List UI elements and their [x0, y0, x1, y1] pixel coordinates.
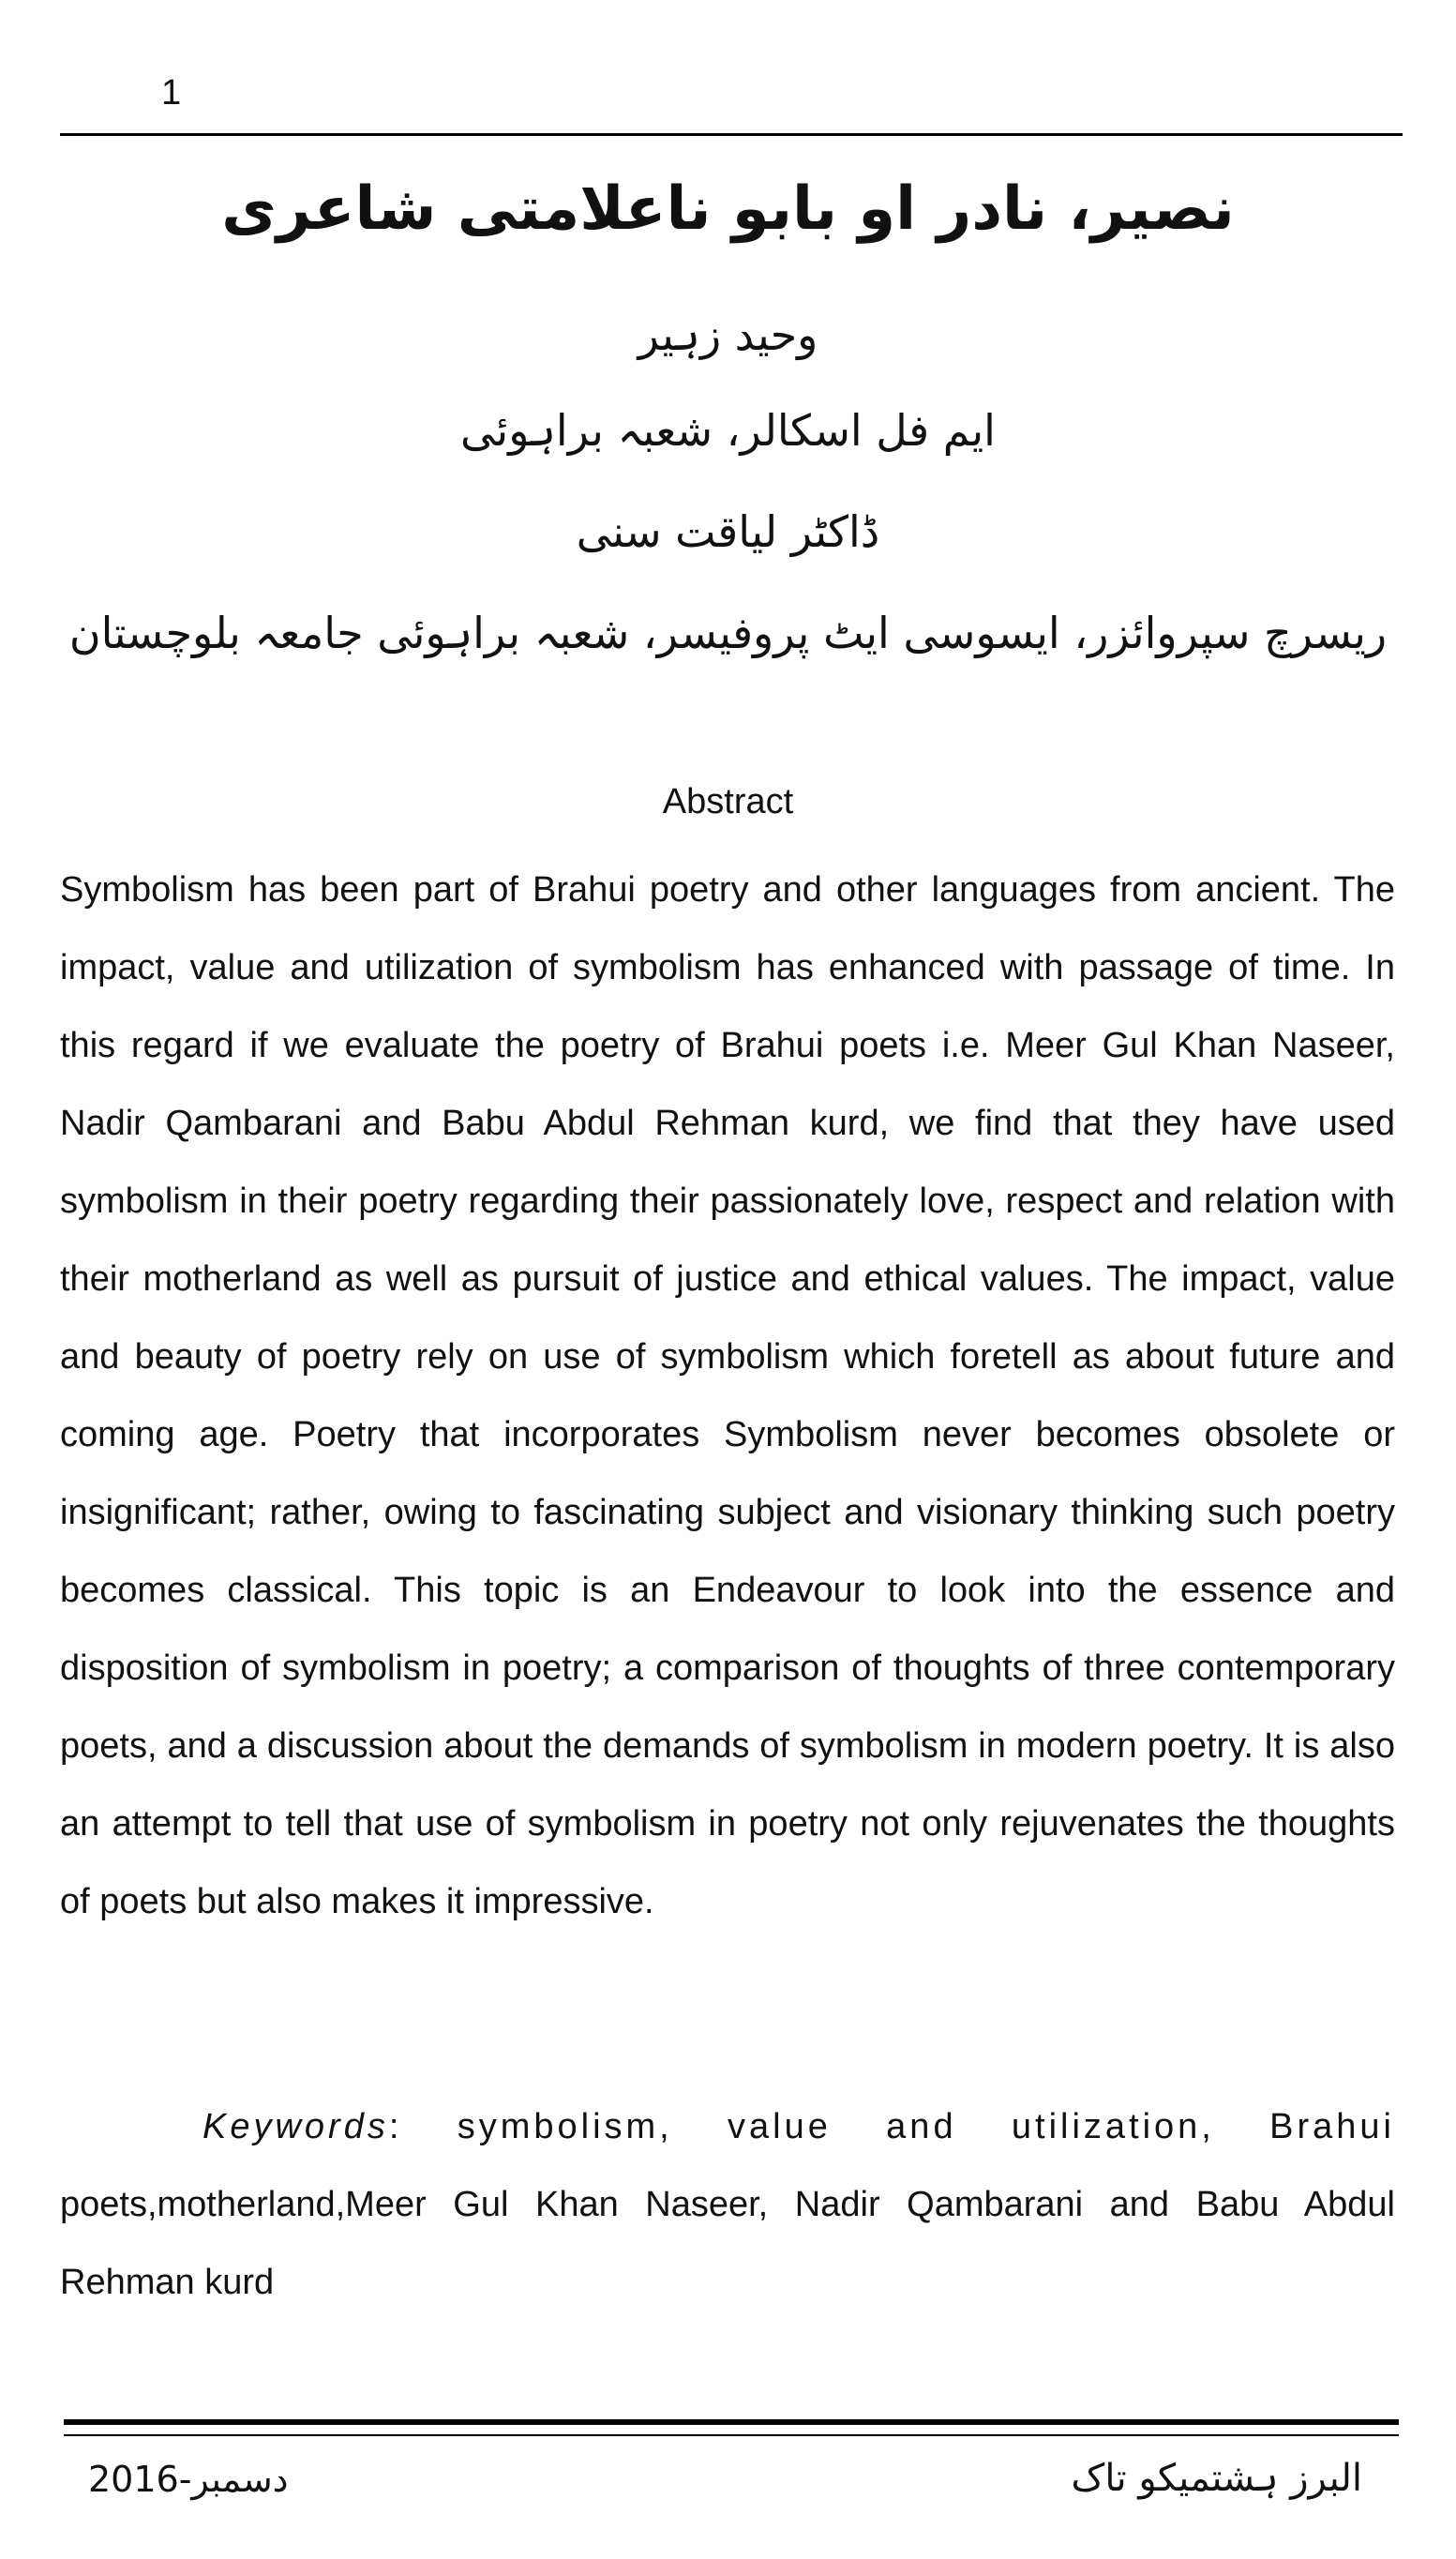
- keywords-first-part: symbolism, value and utilization, Brahui: [402, 2107, 1395, 2146]
- article-title: نصیر، نادر او بابو ناعلامتی شاعری: [221, 174, 1235, 244]
- keywords-rest: poets,motherland,Meer Gul Khan Naseer, Nadir Qambarani and Babu Abdul Rehman kurd: [60, 2185, 1395, 2302]
- author-role-1: ایم فل اسکالر، شعبہ براہوئی: [460, 405, 996, 456]
- author-name-1: وحید زہیر: [638, 309, 818, 360]
- author-name-2: ڈاکٹر لیاقت سنی: [576, 506, 880, 557]
- footer-rule-thick: [64, 2419, 1399, 2425]
- page-number: 1: [161, 73, 182, 113]
- keywords-separator: :: [388, 2107, 403, 2146]
- keywords-label: Keywords: [203, 2107, 389, 2146]
- footer-rule-thin: [64, 2434, 1399, 2436]
- author-role-2: ریسرچ سپروائزر، ایسوسی ایٹ پروفیسر، شعبہ براہوئی جامعہ بلوچستان: [68, 608, 1388, 658]
- footer-date: دسمبر-2016: [88, 2459, 289, 2500]
- abstract-body: Symbolism has been part of Brahui poetry and other languages from ancient. The impact, value and utilization of symbolism has enhanced with passage of time. In this regard if we evaluate the poetry of Brahui poets i.e. Meer Gul Khan Naseer, Nadir Qambarani and Babu Abdul Rehman kurd, we find that they have used symbolism in their poetry regarding their passionately love, respect and relation with their motherland as well as pursuit of justice and ethical values. The impact, value and beauty of poetry rely on use of symbolism which foretell as about future and coming age. Poetry that incorporates Symbolism never becomes obsolete or insignificant; rather, owing to fascinating subject and visionary thinking such poetry becomes classical. This topic is an Endeavour to look into the essence and disposition of symbolism in poetry; a comparison of thoughts of three contemporary poets, and a discussion about the demands of symbolism in modern poetry. It is also an attempt to tell that use of symbolism in poetry not only rejuvenates the thoughts of poets but also makes it impressive.: [60, 870, 1395, 1921]
- footer-journal-name: البرز ہشتمیکو تاک: [1071, 2457, 1362, 2500]
- keywords-paragraph: [60, 2088, 1395, 2322]
- header-rule: [60, 133, 1403, 136]
- abstract-heading: Abstract: [662, 782, 794, 821]
